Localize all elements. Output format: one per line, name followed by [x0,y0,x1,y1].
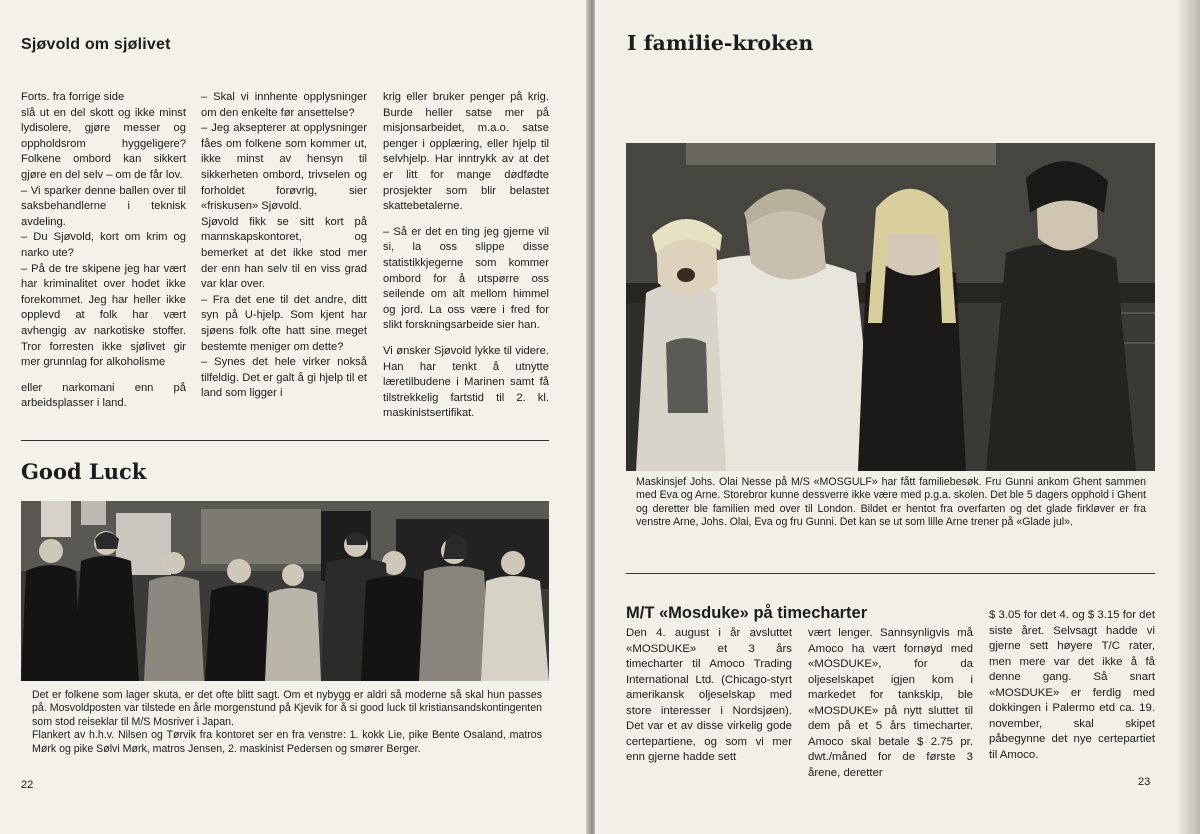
crew-group-photo [21,501,549,681]
page-number: 22 [21,779,34,791]
page-edge-shadow [1178,0,1200,834]
paragraph: – Synes det hele virker nokså tilfeldig. Det er galt å gi hjelp til et land som ligger i [201,356,367,400]
good-luck-caption [32,689,542,756]
mosduke-column-1 [626,626,792,766]
paragraph: Sjøvold fikk se sitt kort på mannskapskontoret, og bemerket at det ikke stod mer der enn han selv til en viss grad var klar over. [201,215,367,291]
paragraph: – Skal vi innhente opplysninger om den enkelte før ansettelse? [201,91,367,119]
paragraph: slå ut en del skott og ikke minst lydisolere, gjøre messer og oppholdsrom hyggeligere? Folkene ombord kan sikkert gjøre en del selv – om de får lov. [21,106,186,181]
paragraph: – Fra det ene til det andre, ditt syn på U-hjelp. Som kjent har sjøens folk ofte hatt sine meget bestemte meniger om dette? [201,293,367,353]
caption-paragraph: Flankert av h.h.v. Nilsen og Tørvik fra kontoret ser en fra venstre: 1. kokk Lie, pike Bente Osaland, matros Mørk og pike Sølvi Mørk, matros Jensen, 2. maskinist Pedersen og smører Berger. [32,729,542,755]
family-photo [626,143,1155,471]
article-title-sjovold: Sjøvold om sjølivet [21,36,171,53]
continued-note: Forts. fra forrige side [21,91,125,103]
section-divider [626,573,1155,574]
paragraph: – Vi sparker denne ballen over til saksbehandlerne i teknisk avdeling. [21,184,186,228]
mosduke-column-3 [989,608,1155,763]
crew-photo-illustration [21,501,549,681]
article-column-2 [201,90,367,402]
paragraph: krig eller bruker penger på krig. Burde heller satse mer på misjonsarbeidet, m.a.o. satse penger i opplæring, eller hjelp til selvhjelp. Har inntrykk av at det er litt for mange dødfødte prosjekter som blir belastet skattebetalerne. [383,91,549,213]
paragraph: – Jeg aksepterer at opplysninger fåes om folkene som kommer ut, ikke minst av hensyn til sikkerheten ombord, trivselen og forholdet forøvrig, sier «friskusen» Sjøvold. [201,122,367,213]
section-title-family: I familie-kroken [627,31,814,55]
paragraph: – På de tre skipene jeg har vært har kriminalitet over hodet ikke forekommet. Jeg har heller ikke opplevd at folk har vært avhengig av narkotiske stoffer. Tror forresten ikke sjølivet gir mer grunnlag for alkoholisme [21,262,186,369]
caption-paragraph: Det er folkene som lager skuta, er det ofte blitt sagt. Om et nybygg er aldri så moderne så skal hun passes på. Mosvoldposten var tilstede en årle morgenstund på Kjevik for å si good luck til kristiansandskontingenten som stod reiseklar til M/S Mosriver i Japan. [32,689,542,728]
paragraph: eller narkomani enn på arbeidsplasser i land. [21,381,186,410]
family-caption [636,476,1146,530]
paragraph: Den 4. august i år avsluttet «MOSDUKE» et 3 års timecharter til Amoco Trading International Ltd. (Chicago-styrt amerikansk oljeselskap med store interesser i Nordsjøen). Det var et av disse virkelig gode certepartiene, og som vi mer enn gjerne hadde sett [626,627,792,763]
mosduke-column-2 [808,626,973,781]
paragraph: – Så er det en ting jeg gjerne vil si, la oss slippe disse statistikkjegerne som kommer ombord for å utspørre oss seilende om alt mellom himmel og jord. La oss være i fred for slikt forskningsarbeide sier han. [383,225,549,332]
section-divider [21,440,549,441]
paragraph: vært lenger. Sannsynligvis må Amoco ha vært fornøyd med «MOSDUKE», for da oljeselskapet igjen kom i markedet for tankskip, ble «MOSDUKE» på nytt sluttet til dem på et 5 års timecharter. Amoco skal betale $ 2.75 pr. dwt./måned for de første 3 årene, deretter [808,627,973,779]
paragraph: $ 3.05 for det 4. og $ 3.15 for det siste året. Selvsagt hadde vi gjerne sett høyere T/C rater, men mere var det ikke å få denne gang. Så snart «MOSDUKE» er ferdig med dokkingen i Palermo etd ca. 19. november, skal skipet påbegynne det nye certepartiet til Amoco. [989,609,1155,761]
article-column-3 [383,90,549,422]
right-page [595,0,1200,834]
paragraph: Vi ønsker Sjøvold lykke til videre. Han har tenkt å utnytte læretilbudene i Marinen samt få tilstrekkelig fartstid til 2. kl. maskinistsertifikat. [383,344,549,420]
article-column-1 [21,90,186,412]
paragraph: – Du Sjøvold, kort om krim og narko ute? [21,231,186,259]
article-title-mosduke: M/T «Mosduke» på timecharter [626,604,868,622]
page-number: 23 [1138,776,1151,788]
family-photo-illustration [626,143,1155,471]
left-page [0,0,590,834]
section-title-good-luck: Good Luck [21,459,147,484]
caption-paragraph: Maskinsjef Johs. Olai Nesse på M/S «MOSGULF» har fått familiebesøk. Fru Gunni ankom Ghent sammen med Eva og Arne. Storebror kunne dessverre ikke være med p.g.a. skolen. Det ble 5 dagers opphold i Ghent og deretter ble familien med over til London. Bildet er hentot fra overfarten og det glade firkløver er fra venstre Arne, Johs. Olai, Eva og fru Gunni. Det kan se ut som lille Arne trener på «Glade jul». [636,476,1146,529]
